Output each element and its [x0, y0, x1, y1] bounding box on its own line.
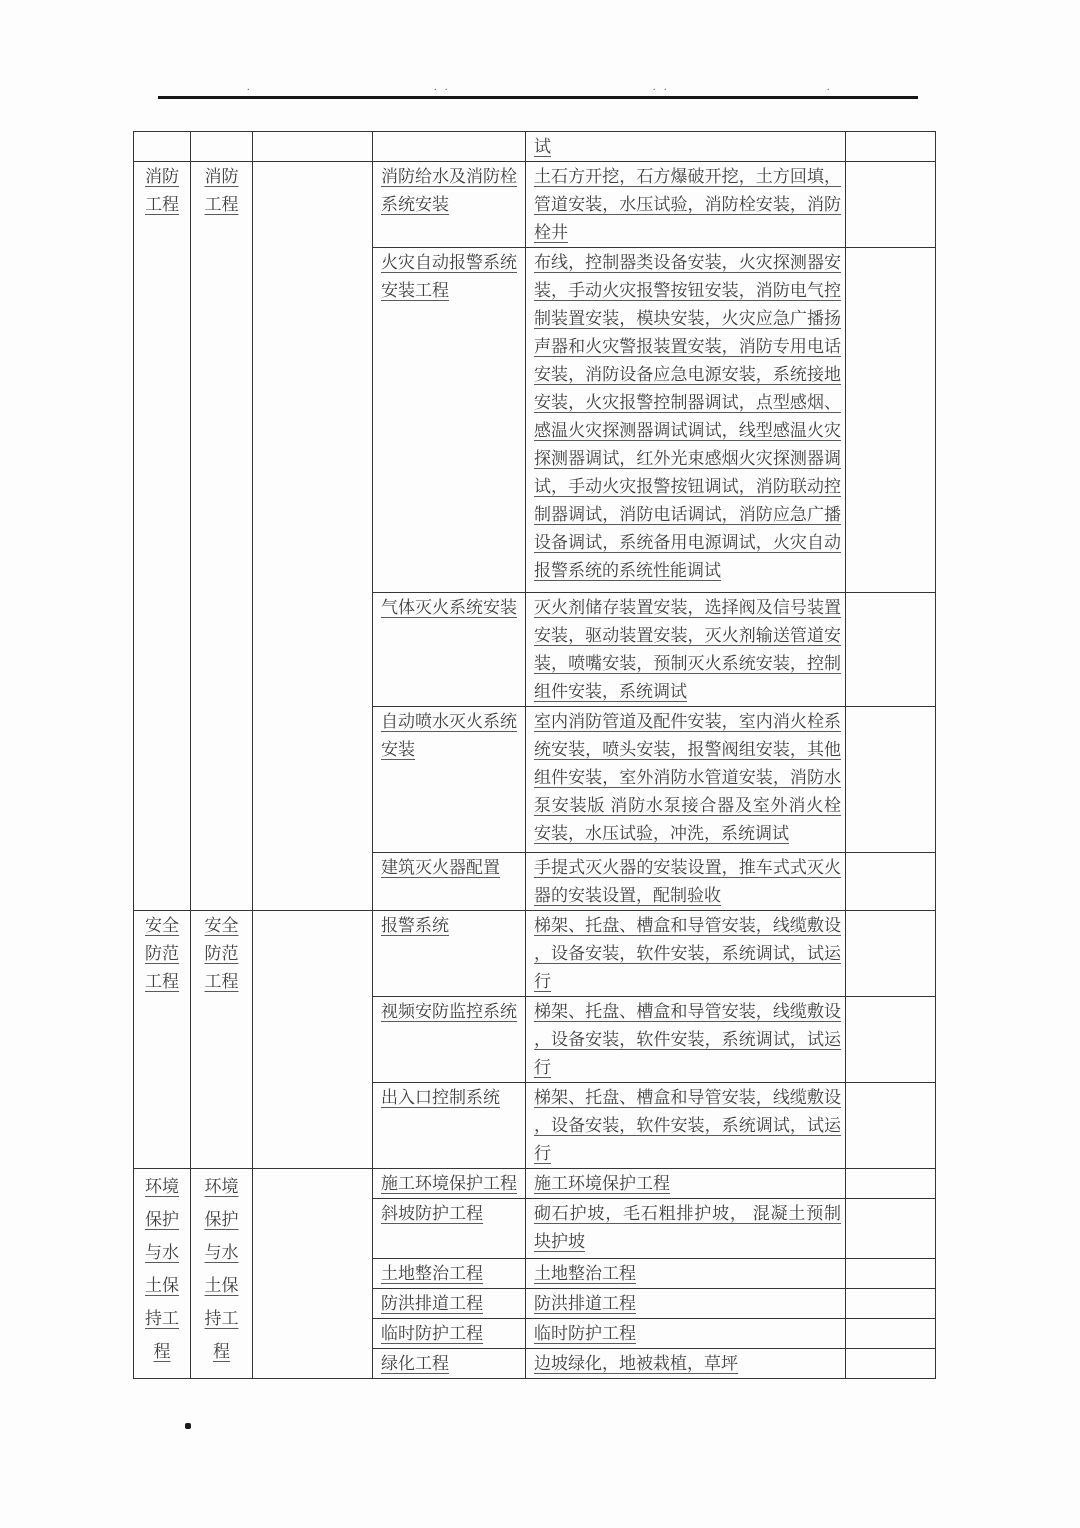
remarks-cell — [846, 593, 936, 707]
items-cell — [526, 1259, 846, 1289]
items-cell — [526, 1289, 846, 1319]
items-cell — [526, 162, 846, 248]
items-text: 试 — [534, 137, 551, 156]
items-text: 梯架、托盘、槽盒和导管安装，线缆敷设，设备安装，软件安装，系统调试，试运行 — [534, 1002, 841, 1077]
spacer-cell — [253, 132, 373, 162]
system-cell — [373, 707, 526, 853]
remarks-cell — [846, 997, 936, 1083]
spacer-cell — [253, 1169, 373, 1379]
system-text: 火灾自动报警系统安装工程 — [381, 253, 517, 300]
items-text: 边坡绿化，地被栽植，草坪 — [534, 1354, 738, 1373]
system-text: 临时防护工程 — [381, 1324, 483, 1343]
remarks-cell — [846, 911, 936, 997]
system-cell — [373, 248, 526, 593]
category-cell-continued — [134, 132, 191, 162]
remarks-cell — [846, 707, 936, 853]
remarks-cell — [846, 132, 936, 162]
items-cell — [526, 853, 846, 911]
category-cell-security — [134, 911, 191, 1169]
system-cell — [373, 162, 526, 248]
header-rule — [158, 96, 918, 99]
remarks-cell — [846, 162, 936, 248]
header-mark: . . — [653, 82, 670, 93]
system-text: 消防给水及消防栓系统安装 — [381, 167, 517, 214]
category-text: 安全防范工程 — [145, 916, 179, 991]
subcategory-text: 安全防范工程 — [204, 916, 239, 991]
items-cell — [526, 593, 846, 707]
system-cell — [373, 1349, 526, 1379]
header-mark: . — [247, 82, 253, 93]
system-cell — [373, 1083, 526, 1169]
system-text: 斜坡防护工程 — [381, 1204, 483, 1223]
system-cell — [373, 997, 526, 1083]
items-text: 砌石护坡，毛石粗排护坡， 混凝土预制块护坡 — [534, 1204, 841, 1251]
system-cell — [373, 132, 526, 162]
system-cell — [373, 593, 526, 707]
subcategory-text: 环境保护与水土保持工程 — [204, 1177, 239, 1361]
items-cell — [526, 911, 846, 997]
spacer-cell — [253, 911, 373, 1169]
items-cell — [526, 1349, 846, 1379]
items-cell — [526, 132, 846, 162]
items-text: 土石方开挖，石方爆破开挖，土方回填，管道安装，水压试验，消防栓安装，消防栓井 — [534, 167, 841, 242]
system-text: 报警系统 — [381, 916, 449, 935]
table-row — [134, 1169, 936, 1199]
subcategory-text: 消防工程 — [204, 167, 239, 214]
items-text: 防洪排道工程 — [534, 1294, 636, 1313]
remarks-cell — [846, 1199, 936, 1259]
items-text: 土地整治工程 — [534, 1264, 636, 1283]
items-text: 室内消防管道及配件安装，室内消火栓系统安装，喷头安装，报警阀组安装，其他组件安装，室外消防水管道安装，消防水泵安装版 消防水泵接合器及室外消火栓安装，水压试验，冲洗，系统调试 — [534, 712, 841, 843]
system-cell — [373, 911, 526, 997]
header-mark: . . — [434, 82, 451, 93]
system-text: 建筑灭火器配置 — [381, 858, 500, 877]
remarks-cell — [846, 1289, 936, 1319]
category-text: 环境保护与水土保持工程 — [145, 1177, 179, 1361]
system-cell — [373, 1289, 526, 1319]
items-cell — [526, 707, 846, 853]
system-text: 出入口控制系统 — [381, 1088, 500, 1107]
remarks-cell — [846, 1259, 936, 1289]
items-text: 临时防护工程 — [534, 1324, 636, 1343]
stray-dot — [185, 1423, 191, 1429]
subcategory-cell-fire — [191, 162, 253, 911]
remarks-cell — [846, 1169, 936, 1199]
remarks-cell — [846, 1319, 936, 1349]
items-cell — [526, 1319, 846, 1349]
system-text: 土地整治工程 — [381, 1264, 483, 1283]
subcategory-cell-security — [191, 911, 253, 1169]
items-text: 布线，控制器类设备安装，火灾探测器安装，手动火灾报警按钮安装，消防电气控制装置安装，模块安装，火灾应急广播扬声器和火灾警报装置安装，消防专用电话安装，消防设备应急电源安装，系统接地安装，火灾报警控制器调试，点型感烟、感温火灾探测器调试调试，线型感温火灾探测器调试，红外光束感烟火灾探测器调试，手动火灾报警按钮调试，消防联动控制器调试，消防电话调试，消防应急广播设备调试，系统备用电源调试，火灾自动报警系统的系统性能调试 — [534, 253, 841, 580]
system-text: 施工环境保护工程 — [381, 1174, 517, 1193]
system-text: 视频安防监控系统 — [381, 1002, 517, 1021]
table-row — [134, 132, 936, 162]
header-mark: . — [827, 82, 833, 93]
items-text: 梯架、托盘、槽盒和导管安装，线缆敷设，设备安装，软件安装，系统调试，试运行 — [534, 1088, 841, 1163]
system-cell — [373, 1319, 526, 1349]
items-text: 施工环境保护工程 — [534, 1174, 670, 1193]
remarks-cell — [846, 853, 936, 911]
remarks-cell — [846, 1349, 936, 1379]
subcategory-cell-environment — [191, 1169, 253, 1379]
category-cell-fire — [134, 162, 191, 911]
items-text: 手提式灭火器的安装设置，推车式式灭火器的安装设置，配制验收 — [534, 858, 841, 905]
items-cell — [526, 1169, 846, 1199]
system-text: 绿化工程 — [381, 1354, 449, 1373]
work-breakdown-table — [133, 131, 936, 1379]
items-cell — [526, 1083, 846, 1169]
system-cell — [373, 1259, 526, 1289]
items-cell — [526, 1199, 846, 1259]
system-text: 防洪排道工程 — [381, 1294, 483, 1313]
items-cell — [526, 997, 846, 1083]
system-text: 自动喷水灭火系统安装 — [381, 712, 517, 759]
system-cell — [373, 1169, 526, 1199]
category-cell-environment — [134, 1169, 191, 1379]
table-row — [134, 162, 936, 248]
spacer-cell — [253, 162, 373, 911]
category-text: 消防工程 — [145, 167, 179, 214]
remarks-cell — [846, 248, 936, 593]
items-text: 灭火剂储存装置安装，选择阀及信号装置安装，驱动装置安装，灭火剂输送管道安装，喷嘴安装，预制灭火系统安装，控制组件安装，系统调试 — [534, 598, 841, 701]
system-cell — [373, 853, 526, 911]
system-text: 气体灭火系统安装 — [381, 598, 517, 617]
system-cell — [373, 1199, 526, 1259]
table-row — [134, 911, 936, 997]
items-text: 梯架、托盘、槽盒和导管安装，线缆敷设，设备安装，软件安装，系统调试，试运行 — [534, 916, 841, 991]
items-cell — [526, 248, 846, 593]
subcategory-cell-continued — [191, 132, 253, 162]
remarks-cell — [846, 1083, 936, 1169]
